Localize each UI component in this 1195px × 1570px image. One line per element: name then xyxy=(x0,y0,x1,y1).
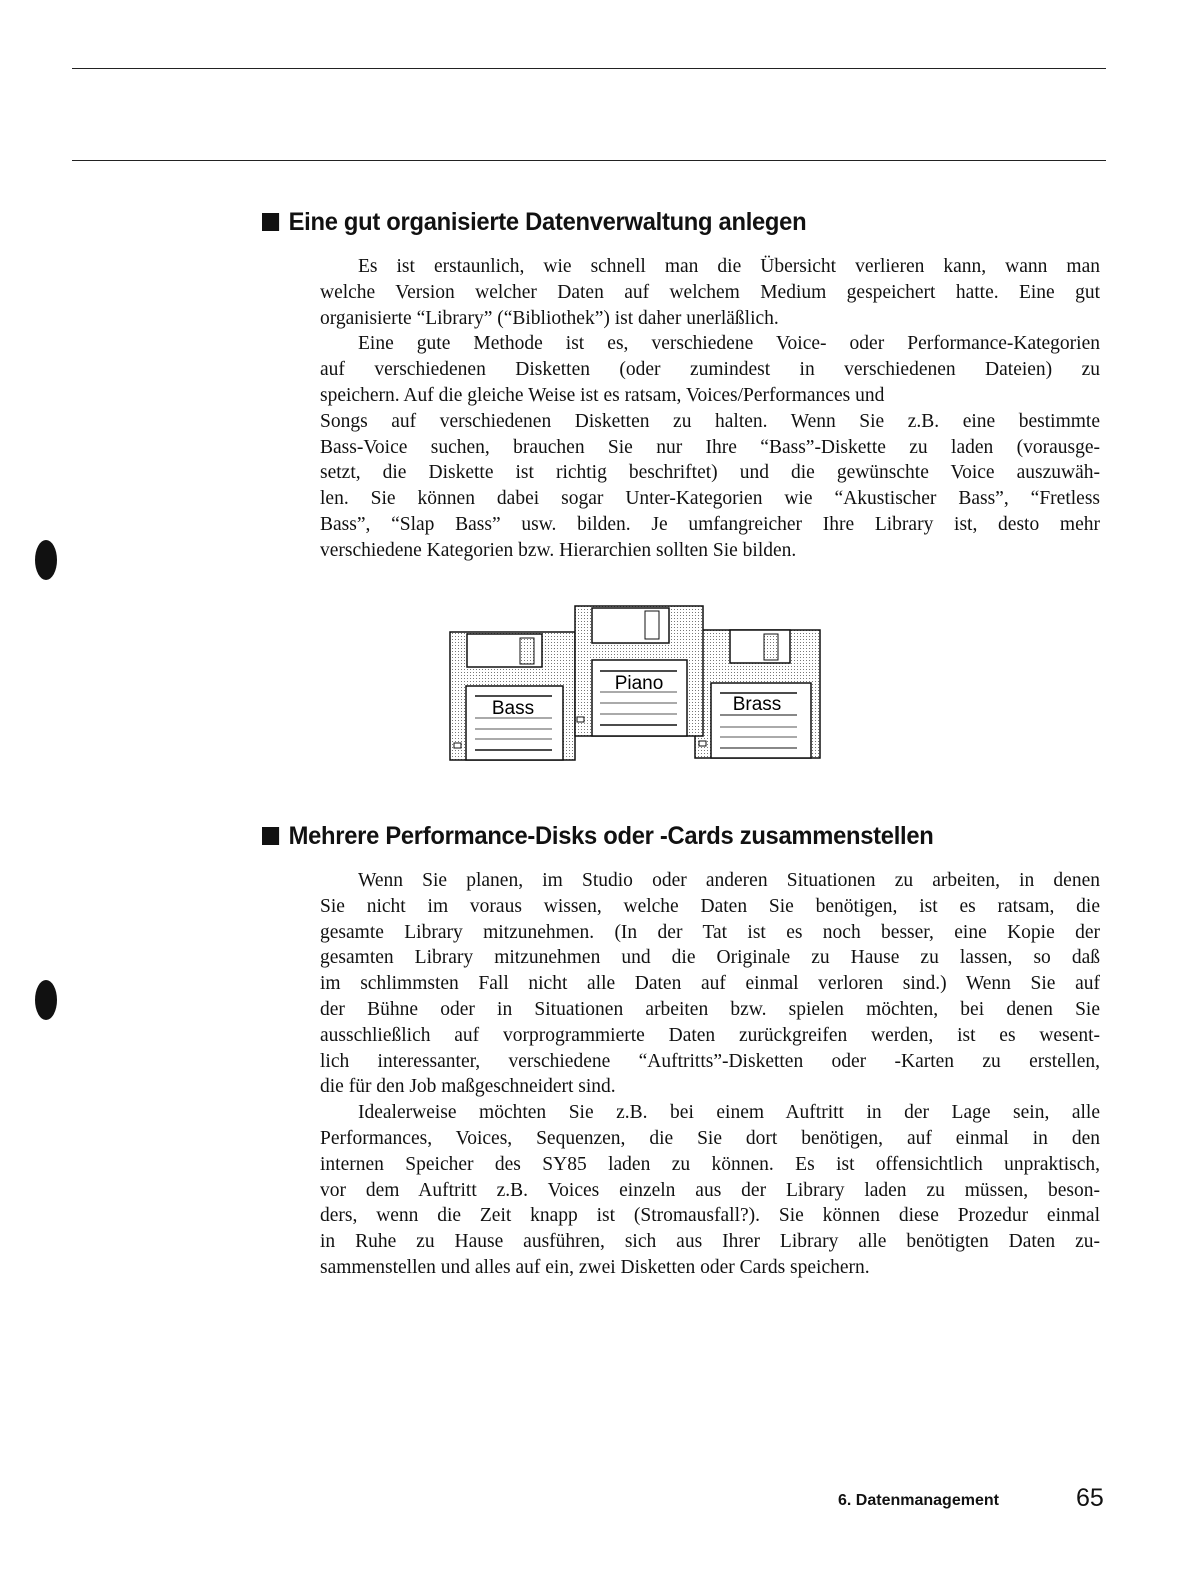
text-line: Bass”, “Slap Bass” usw. bilden. Je umfangreicher Ihre Library ist, desto mehr xyxy=(320,513,1100,535)
text-line: in Ruhe zu Hause ausführen, sich aus Ihrer Library alle benötigten Daten zu- xyxy=(320,1231,1100,1253)
text-line: gesamte Library mitzunehmen. (In der Tat ist es noch besser, eine Kopie der xyxy=(320,921,1100,943)
section-body xyxy=(320,868,1100,1281)
section-body xyxy=(320,254,1100,564)
text-line: Songs auf verschiedenen Disketten zu halten. Wenn Sie z.B. eine bestimmte xyxy=(320,410,1100,432)
text-line: Es ist erstaunlich, wie schnell man die Übersicht verlieren kann, wann man xyxy=(358,256,1100,277)
text-line: organisierte “Library” (“Bibliothek”) ist daher unerläßlich. xyxy=(320,307,779,329)
text-line: lich interessanter, verschiedene “Auftritts”-Disketten oder -Karten zu erstellen, xyxy=(320,1050,1100,1072)
punch-hole xyxy=(35,540,57,580)
text-line: setzt, die Diskette ist richtig beschriftet) und die gewünschte Voice auszuwäh- xyxy=(320,462,1100,484)
floppy-disks-figure xyxy=(440,600,830,770)
text-line: sammenstellen und alles auf ein, zwei Disketten oder Cards speichern. xyxy=(320,1256,870,1278)
text-line: gesamten Library mitzunehmen und die Originale zu Hause zu lassen, so daß xyxy=(320,947,1100,969)
text-line: Idealerweise möchten Sie z.B. bei einem Auftritt in der Lage sein, alle xyxy=(358,1102,1100,1124)
text-line: welche Version welcher Daten auf welchem Medium gespeichert hatte. Eine gut xyxy=(320,281,1100,303)
disk-label-brass: Brass xyxy=(732,694,782,715)
text-line: ders, wenn die Zeit knapp ist (Stromausfall?). Sie können diese Prozedur einmal xyxy=(320,1205,1100,1227)
text-line: verschiedene Kategorien bzw. Hierarchien sollten Sie bilden. xyxy=(320,539,797,561)
section-title: Eine gut organisierte Datenverwaltung anlegen xyxy=(288,208,807,236)
text-line: speichern. Auf die gleiche Weise ist es ratsam, Voices/Performances und xyxy=(320,384,885,406)
footer-section-name: 6. Datenmanagement xyxy=(838,1492,999,1509)
text-line: Eine gute Methode ist es, verschiedene Voice- oder Performance-Kategorien xyxy=(358,333,1100,355)
text-line: ausschließlich auf vorprogrammierte Daten zurückgreifen werden, ist es wesent- xyxy=(320,1024,1100,1046)
text-line: len. Sie können dabei sogar Unter-Kategorien wie “Akustischer Bass”, “Fretless xyxy=(320,488,1100,510)
text-line: die für den Job maßgeschneidert sind. xyxy=(320,1076,616,1098)
section-heading xyxy=(262,208,806,237)
text-line: vor dem Auftritt z.B. Voices einzeln aus der Library laden zu müssen, beson- xyxy=(320,1179,1100,1201)
text-line: im schlimmsten Fall nicht alle Daten auf einmal verloren sind.) Wenn Sie auf xyxy=(320,973,1100,995)
section-title: Mehrere Performance-Disks oder -Cards zusammenstellen xyxy=(288,822,934,850)
disk-label-piano: Piano xyxy=(614,673,664,694)
page-number: 65 xyxy=(1076,1484,1104,1512)
text-line: Sie nicht im voraus wissen, welche Daten Sie benötigen, ist es ratsam, die xyxy=(320,895,1100,917)
section-heading xyxy=(262,822,933,851)
text-line: internen Speicher des SY85 laden zu können. Es ist offensichtlich unpraktisch, xyxy=(320,1153,1100,1175)
text-line: der Bühne oder in Situationen arbeiten bzw. spielen möchten, bei denen Sie xyxy=(320,998,1100,1020)
text-line: Performances, Voices, Sequenzen, die Sie dort benötigen, auf einmal in den xyxy=(320,1127,1100,1149)
top-rule xyxy=(72,68,1106,69)
header-rule xyxy=(72,160,1106,161)
text-line: auf verschiedenen Disketten (oder zumindest in verschiedenen Dateien) zu xyxy=(320,359,1100,381)
disk-piano xyxy=(575,606,703,736)
text-line: Bass-Voice suchen, brauchen Sie nur Ihre “Bass”-Diskette zu laden (vorausge- xyxy=(320,436,1100,458)
text-line: Wenn Sie planen, im Studio oder anderen Situationen zu arbeiten, in denen xyxy=(358,870,1100,891)
square-bullet-icon xyxy=(262,213,279,231)
disk-bass xyxy=(450,632,575,760)
disk-label-bass: Bass xyxy=(491,698,535,719)
punch-hole xyxy=(35,980,57,1020)
square-bullet-icon xyxy=(262,827,279,845)
